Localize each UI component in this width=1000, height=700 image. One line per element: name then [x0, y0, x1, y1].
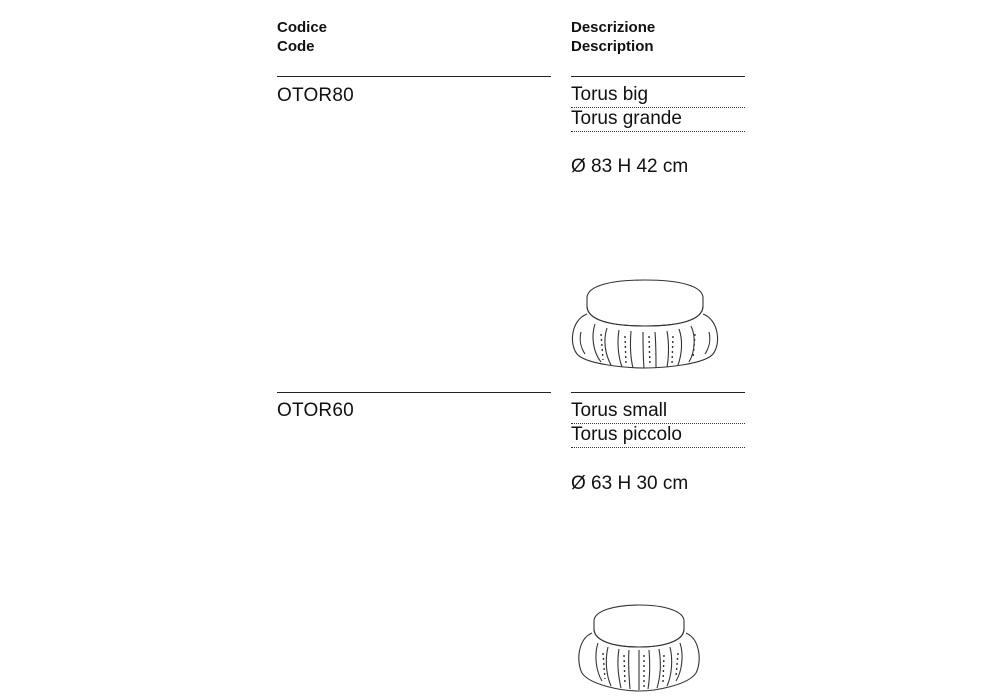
- product-dimensions: Ø 83 H 42 cm: [571, 156, 689, 177]
- description-header-italian: Descrizione: [571, 19, 656, 36]
- description-column-header: [571, 18, 655, 56]
- product-name-english: Torus big: [571, 83, 745, 108]
- product-name-italian: Torus piccolo: [571, 423, 745, 448]
- product-name-english: Torus small: [571, 399, 745, 424]
- code-divider: [277, 392, 551, 393]
- code-divider: [277, 76, 551, 77]
- product-name-italian: Torus grande: [571, 107, 745, 132]
- description-divider: [571, 392, 745, 393]
- torus-pouf-large-drawing: [565, 276, 725, 376]
- code-column-header: [277, 18, 327, 56]
- description-header-english: Description: [571, 38, 654, 55]
- product-dimensions: Ø 63 H 30 cm: [571, 473, 689, 494]
- torus-pouf-small-drawing: [572, 603, 706, 695]
- description-divider: [571, 76, 745, 77]
- code-header-italian: Codice: [277, 19, 328, 36]
- product-code: OTOR80: [277, 85, 354, 106]
- product-code: OTOR60: [277, 400, 354, 421]
- code-header-english: Code: [277, 38, 315, 55]
